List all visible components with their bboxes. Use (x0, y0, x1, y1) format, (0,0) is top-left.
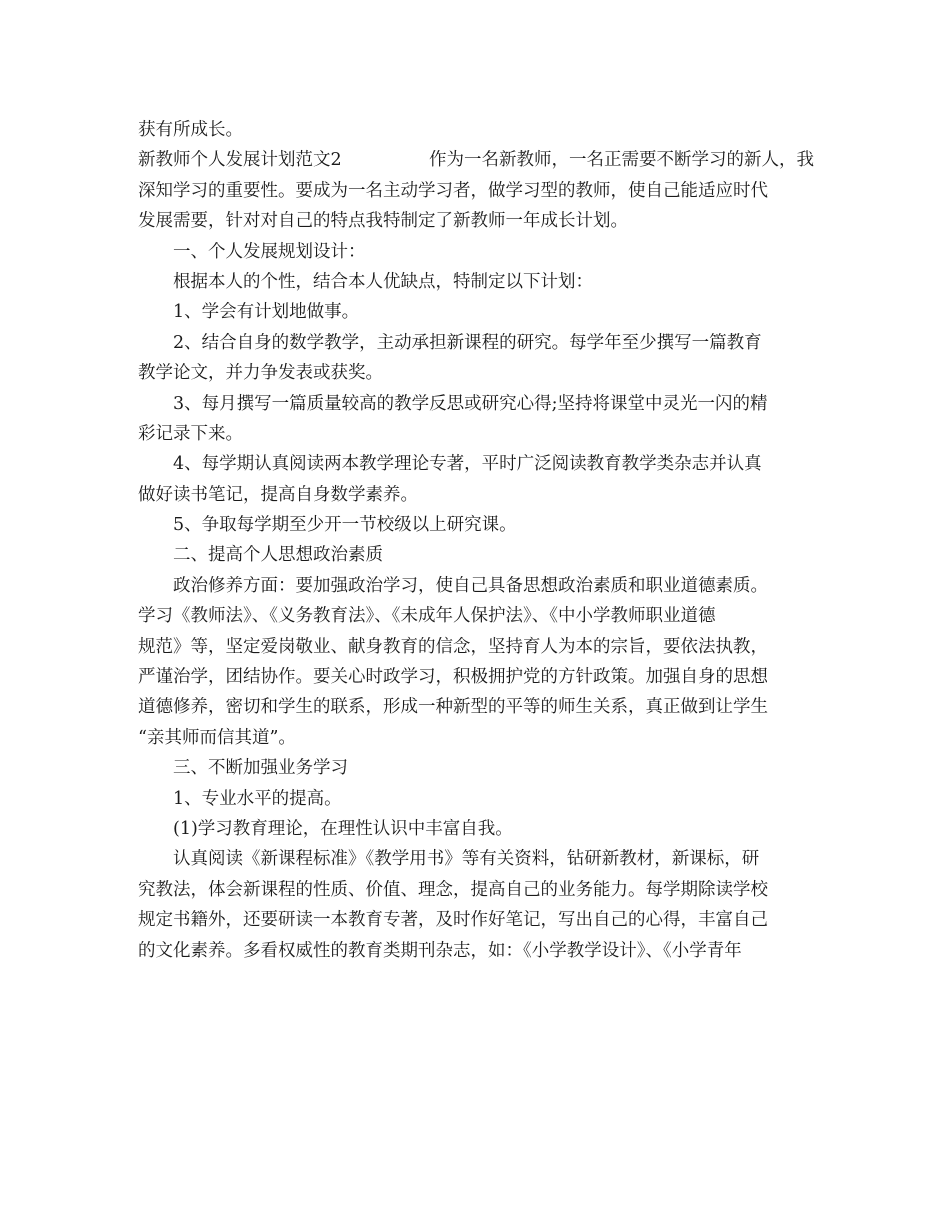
paragraph-line: 发展需要，针对对自己的特点我特制定了新教师一年成长计划。 (138, 211, 628, 232)
paragraph-line: 究教法，体会新课程的性质、价值、理念，提高自己的业务能力。每学期除读学校 (138, 879, 768, 900)
paragraph-line: 的文化素养。多看权威性的教育类期刊杂志，如：《小学教学设计》、《小学青年 (138, 940, 742, 961)
paragraph-line: 教学论文，并力争发表或获奖。 (138, 363, 383, 384)
sub-list-item: (1)学习教育理论，在理性认识中丰富自我。 (173, 818, 513, 839)
list-item: 3、每月撰写一篇质量较高的教学反思或研究心得;坚持将课堂中灵光一闪的精 (173, 393, 768, 414)
paragraph-line: 规定书籍外，还要研读一本教育专著，及时作好笔记，写出自己的心得，丰富自己 (138, 910, 768, 931)
section-heading: 三、不断加强业务学习 (173, 758, 348, 779)
paragraph-line: 获有所成长。 (138, 120, 243, 140)
paragraph-line: 学习《教师法》、《义务教育法》、《未成年人保护法》、《中小学教师职业道德 (138, 606, 716, 627)
list-item: 5、争取每学期至少开一节校级以上研究课。 (173, 515, 517, 536)
list-item: 4、每学期认真阅读两本教学理论专著，平时广泛阅读教育教学类杂志并认真 (173, 454, 762, 475)
paragraph-line: 道德修养，密切和学生的联系，形成一种新型的平等的师生关系，真正做到让学生 (138, 697, 768, 718)
paragraph-line: “亲其师而信其道”。 (138, 727, 296, 748)
section-title: 新教师个人发展计划范文2 (138, 150, 342, 171)
paragraph-text: 作为一名新教师，一名正需要不断学习的新人，我 (429, 150, 814, 171)
list-item: 1、专业水平的提高。 (173, 788, 342, 809)
paragraph-line: 认真阅读《新课程标准》《教学用书》等有关资料，钻研新教材，新课标，研 (173, 849, 760, 870)
paragraph-line: 严谨治学，团结协作。要关心时政学习，积极拥护党的方针政策。加强自身的思想 (138, 667, 768, 688)
paragraph-line: 政治修养方面：要加强政治学习，使自己具备思想政治素质和职业道德素质。 (173, 575, 768, 596)
paragraph-line: 规范》等，坚定爱岗敬业、献身教育的信念，坚持育人为本的宗旨，要依法执教， (138, 636, 768, 657)
document-body (138, 115, 814, 966)
paragraph-line: 根据本人的个性，结合本人优缺点，特制定以下计划： (173, 271, 593, 292)
list-item: 1、学会有计划地做事。 (173, 302, 360, 323)
heading-line (138, 145, 814, 175)
list-item: 2、结合自身的数学教学，主动承担新课程的研究。每学年至少撰写一篇教育 (173, 332, 762, 353)
section-heading: 一、个人发展规划设计： (173, 241, 366, 262)
section-heading: 二、提高个人思想政治素质 (173, 545, 383, 566)
paragraph-line: 做好读书笔记，提高自身数学素养。 (138, 484, 418, 505)
paragraph-line: 深知学习的重要性。要成为一名主动学习者，做学习型的教师，使自己能适应时代 (138, 180, 768, 201)
paragraph-line: 彩记录下来。 (138, 423, 243, 444)
